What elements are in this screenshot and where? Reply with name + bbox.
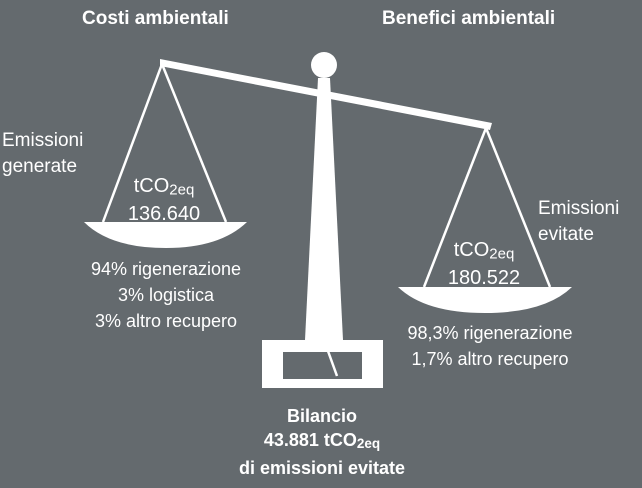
- scale-pillar: [305, 78, 343, 340]
- list-item: 94% rigenerazione: [90, 259, 242, 279]
- unit-main: tCO: [133, 175, 170, 197]
- list-item: 1,7% altro recupero: [411, 349, 569, 369]
- costs-heading: Costi ambientali: [82, 8, 229, 29]
- balance-title: Bilancio: [286, 406, 357, 426]
- list-item: 3% altro recupero: [94, 311, 238, 331]
- right-pan-value: [434, 238, 534, 291]
- label-line: generate: [2, 156, 78, 177]
- balance-caption: di emissioni evitate: [238, 458, 406, 479]
- label-line: evitate: [538, 224, 594, 245]
- balance-value: [202, 428, 442, 456]
- label-line: Emissioni: [538, 198, 620, 219]
- unit-sub: 2eq: [169, 181, 195, 199]
- balance-summary: [202, 404, 442, 480]
- benefits-breakdown-list: [384, 320, 596, 372]
- list-item: 3% logistica: [117, 285, 215, 305]
- costs-breakdown-list: [64, 256, 268, 334]
- unit-main: tCO: [453, 239, 490, 261]
- emissions-value: 136.640: [127, 203, 201, 226]
- left-pan-value: [114, 174, 214, 227]
- emissions-generated-label: [2, 128, 83, 180]
- benefits-heading: Benefici ambientali: [382, 8, 556, 29]
- label-line: Emissioni: [2, 130, 84, 151]
- scale-pivot-ball: [311, 52, 337, 78]
- list-item: 98,3% rigenerazione: [407, 323, 573, 343]
- balance-value-main: 43.881 tCO: [263, 430, 357, 450]
- emissions-avoided-label: [538, 196, 619, 248]
- unit-sub: 2eq: [489, 245, 515, 263]
- emissions-value: 180.522: [447, 267, 521, 290]
- balance-value-sub: 2eq: [356, 436, 381, 452]
- scale-base-window: [283, 352, 362, 379]
- unit-label: [114, 174, 214, 202]
- unit-label: [434, 238, 534, 266]
